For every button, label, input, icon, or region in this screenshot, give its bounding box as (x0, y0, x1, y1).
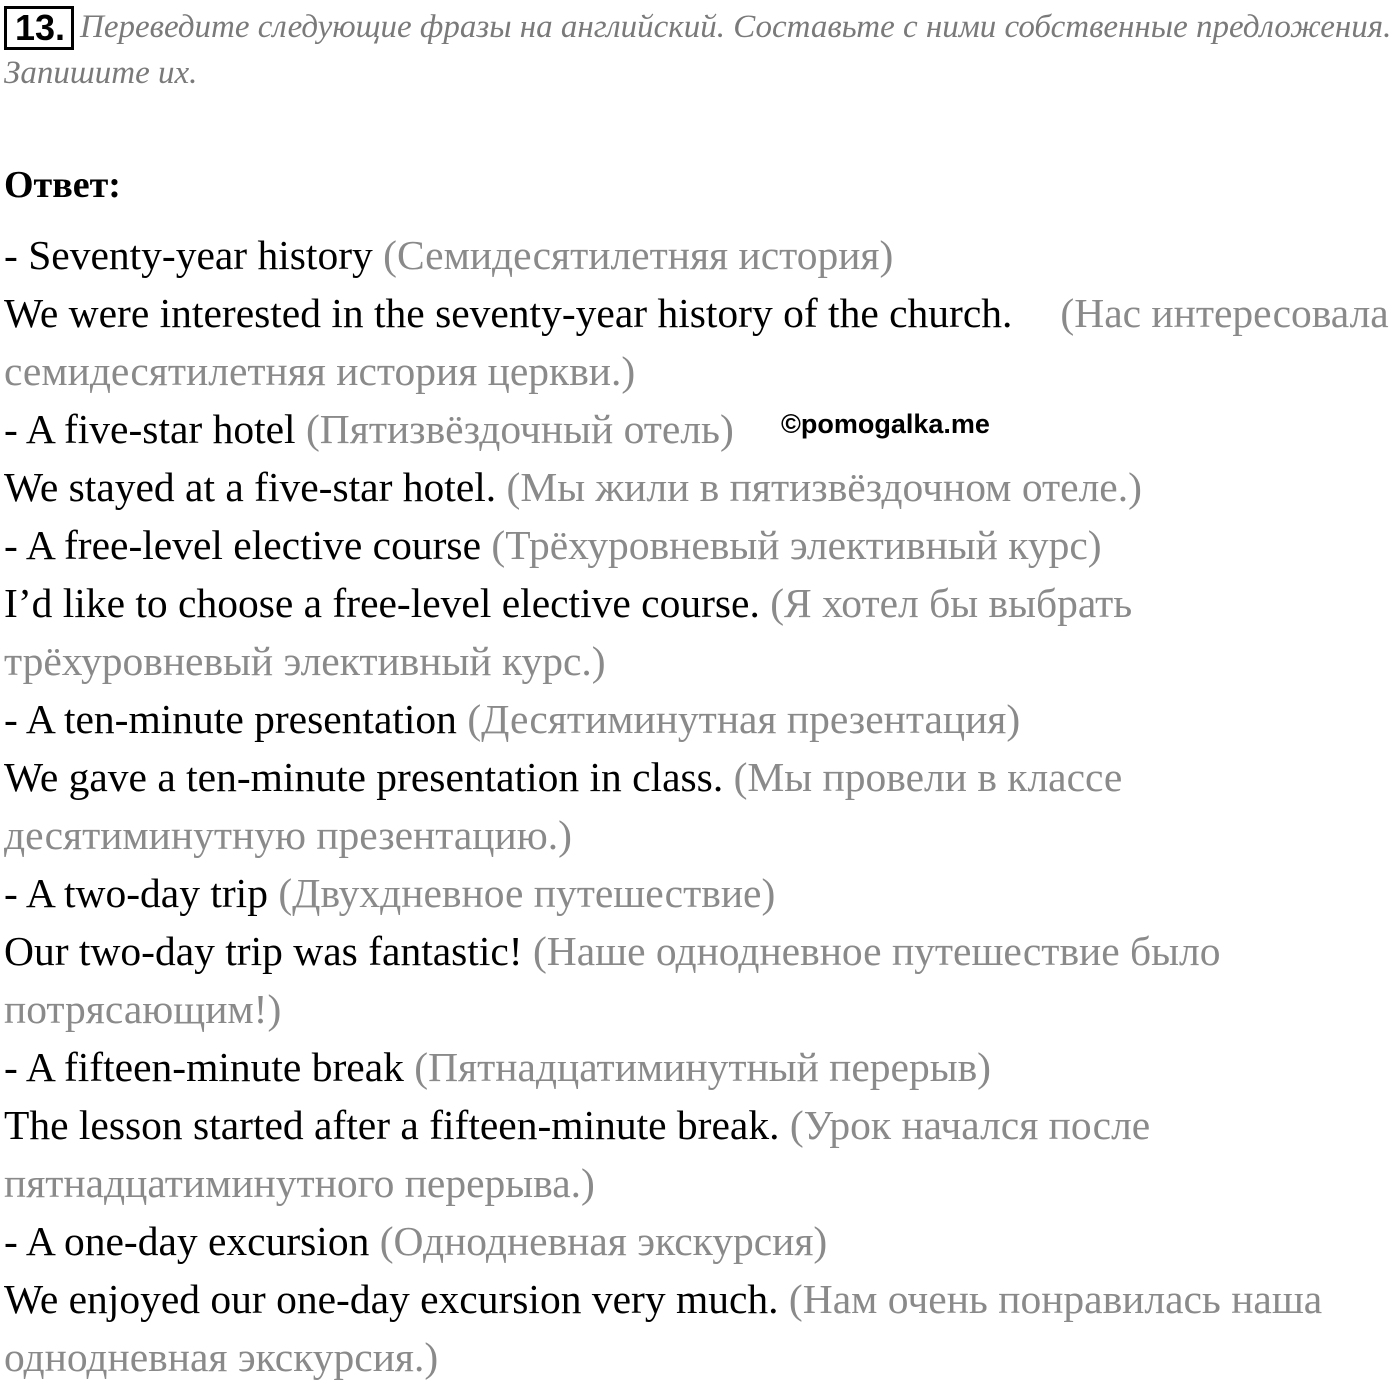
sentence-english: The lesson started after a fifteen-minute break. (4, 1102, 780, 1148)
task-header (4, 4, 1396, 96)
phrase-line (4, 516, 1400, 574)
sentence-translation: (Нам очень понравилась наша однодневная экскурсия.) (4, 1276, 1323, 1380)
phrase-translation: (Однодневная экскурсия) (379, 1218, 828, 1264)
sentence-line (4, 922, 1400, 1038)
phrase-line (4, 690, 1400, 748)
sentence-english: We stayed at a five-star hotel. (4, 464, 497, 510)
sentence-english: We gave a ten-minute presentation in class. (4, 754, 724, 800)
task-number-box: 13. (4, 6, 74, 50)
phrase-english: - A free-level elective course (4, 522, 481, 568)
answer-body (4, 226, 1400, 1386)
phrase-translation: (Пятнадцатиминутный перерыв) (414, 1044, 991, 1090)
sentence-english: We were interested in the seventy-year history of the church. (4, 290, 1013, 336)
sentence-line (4, 1096, 1400, 1212)
phrase-english: - A ten-minute presentation (4, 696, 457, 742)
sentence-line (4, 284, 1400, 400)
sentence-translation: (Я хотел бы выбрать трёхуровневый элективный курс.) (4, 580, 1133, 684)
phrase-english: - A two-day trip (4, 870, 268, 916)
sentence-english: I’d like to choose a free-level elective course. (4, 580, 760, 626)
sentence-english: We enjoyed our one-day excursion very much. (4, 1276, 779, 1322)
phrase-line (4, 1212, 1400, 1270)
sentence-line (4, 748, 1400, 864)
sentence-translation: (Мы провели в классе десятиминутную презентацию.) (4, 754, 1123, 858)
phrase-line (4, 864, 1400, 922)
phrase-english: - A fifteen-minute break (4, 1044, 404, 1090)
phrase-translation: (Двухдневное путешествие) (278, 870, 776, 916)
sentence-line (4, 1270, 1400, 1386)
phrase-english: - A five-star hotel (4, 406, 296, 452)
sentence-english: Our two-day trip was fantastic! (4, 928, 523, 974)
sentence-translation: (Наше однодневное путешествие было потрясающим!) (4, 928, 1221, 1032)
phrase-translation: (Пятизвёздочный отель) (305, 406, 734, 452)
phrase-line (4, 1038, 1400, 1096)
task-instruction: Переведите следующие фразы на английский. Составьте с ними собственные предложения. Запишите их. (4, 9, 1392, 91)
phrase-english: - A one-day excursion (4, 1218, 370, 1264)
sentence-translation: (Урок начался после пятнадцатиминутного перерыва.) (4, 1102, 1151, 1206)
phrase-translation: (Десятиминутная презентация) (467, 696, 1021, 742)
answer-label: Ответ: (4, 164, 121, 206)
sentence-line (4, 458, 1400, 516)
phrase-english: - Seventy-year history (4, 232, 373, 278)
watermark: ©pomogalka.me (781, 409, 990, 439)
sentence-line (4, 574, 1400, 690)
phrase-translation: (Трёхуровневый элективный курс) (491, 522, 1102, 568)
sentence-translation: (Нас интересовала семидесятилетняя история церкви.) (4, 290, 1389, 394)
phrase-translation: (Семидесятилетняя история) (383, 232, 894, 278)
phrase-line (4, 226, 1400, 284)
sentence-translation: (Мы жили в пятизвёздочном отеле.) (506, 464, 1142, 510)
phrase-line (4, 400, 1400, 458)
